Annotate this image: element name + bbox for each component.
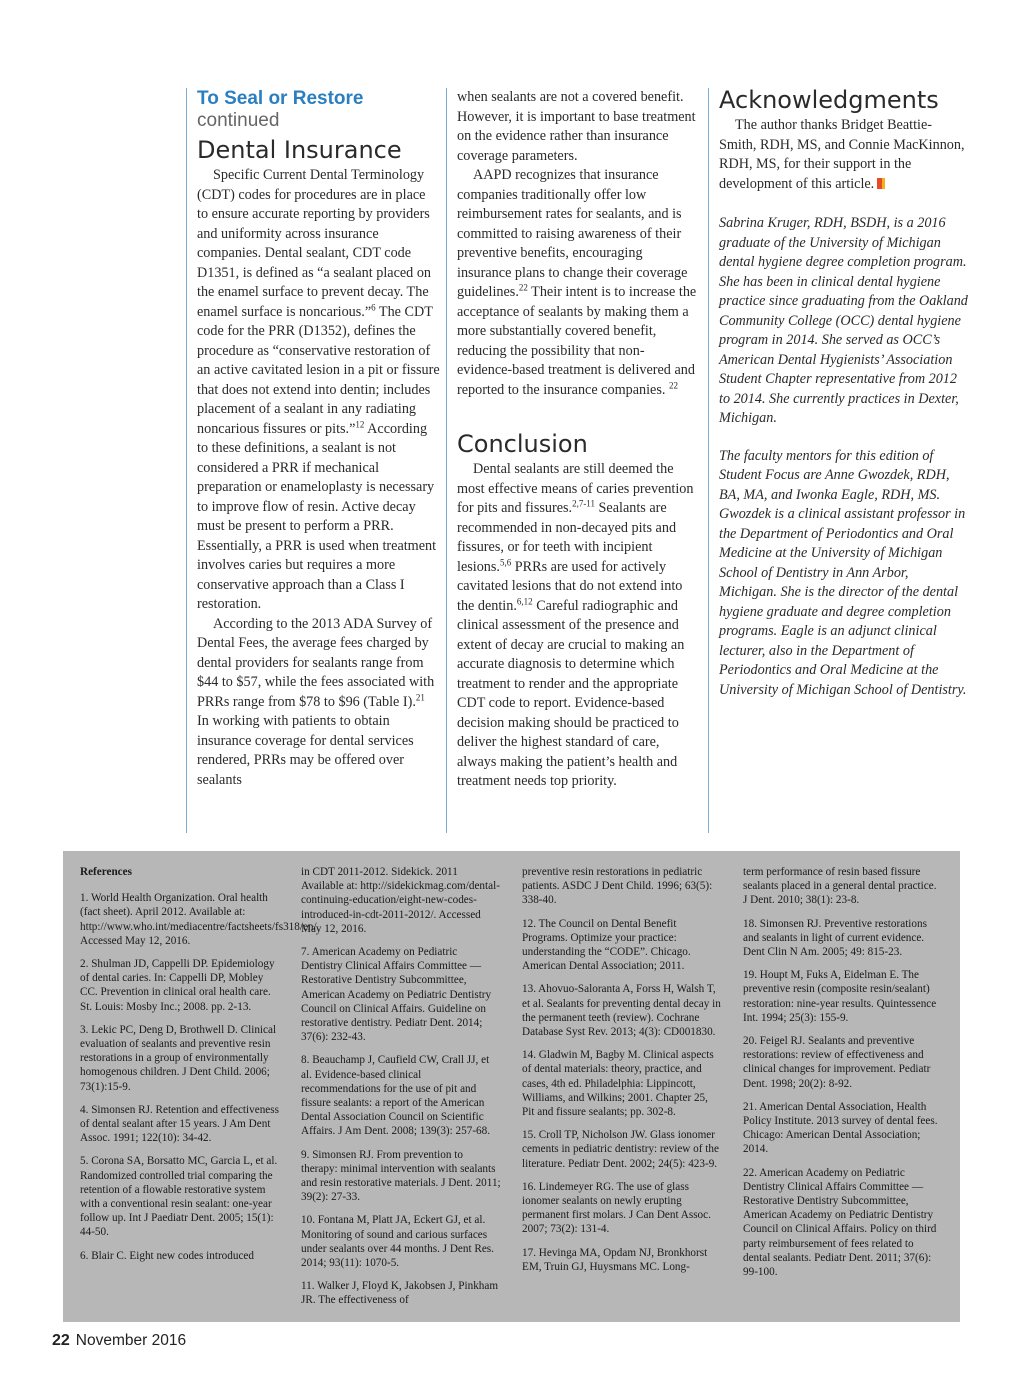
paragraph-acknowledgments: The author thanks Bridget Beattie-Smith, RDH, MS, and Connie MacKinnon, RDH, MS, for their support in the development of this article. [719,117,965,192]
end-of-article-icon [877,178,885,189]
reference-item: preventive resin restorations in pediatric patients. ASDC J Dent Child. 1996; 63(5): 338-40. [522,866,713,907]
heading-dental-insurance: Dental Insurance [197,136,402,164]
reference-item: 9. Simonsen RJ. From prevention to therapy: minimal intervention with sealants and resin restorative materials. J Dent. 2011; 39(2): 27-33. [301,1148,501,1204]
paragraph-covered-benefit: when sealants are not a covered benefit. However, it is important to base treatment on the evidence rather than insurance coverage parameters. [457,89,696,164]
reference-item: 19. Houpt M, Fuks A, Eidelman E. The preventive resin (composite resin/sealant) restoration: nine-year results. Quintessence Int. 1994; 25(3): 155-9. [743,969,937,1024]
reference-item: 17. Hevinga MA, Opdam NJ, Bronkhorst EM, Truin GJ, Huysmans MC. Long- [522,1246,708,1273]
references-box [63,851,960,1322]
reference-item: 2. Shulman JD, Cappelli DP. Epidemiology of dental caries. In: Cappelli DP, Mobley CC. Prevention in clinical oral health care. St. Louis: Mosby Inc.; 2008. pp. 2-13. [80,958,275,1013]
reference-item: 15. Croll TP, Nicholson JW. Glass ionomer cements in pediatric dentistry: review of the literature. Pediatr Dent. 2002; 24(5): 423-9. [522,1129,719,1170]
paragraph-ada-fees: According to the 2013 ADA Survey of Dental Fees, the average fees charged by dental providers for sealants range from $44 to $57, while the fees associated with PRRs range from $78 to $96 (Table I).$^{21}$ In working with patients to obtain insurance coverage for dental services rendered, PRRs may be offered over sealants [197,615,435,788]
reference-item: term performance of resin based fissure sealants placed in a general dental practice. J Dent. 2010; 38(1): 23-8. [743,866,937,907]
reference-item: 20. Feigel RJ. Sealants and preventive restorations: review of effectiveness and clinical changes for improvement. Pediatr Dent. 1998; 20(2): 8-92. [743,1035,931,1090]
reference-item: 1. World Health Organization. Oral health (fact sheet). April 2012. Available at: http://www.who.int/mediacentre/factsheets/fs318/en/. Accessed May 12, 2016. [80,892,320,947]
reference-item: 10. Fontana M, Platt JA, Eckert GJ, et al. Monitoring of sound and carious surfaces under sealants over 44 months. J Dent Res. 2014; 93(11): 1070-5. [301,1214,494,1270]
references-column-3 [522,865,722,1283]
column-3 [708,88,968,833]
references-column-4 [743,865,943,1288]
page-number: 22 [52,1332,70,1349]
reference-item: 22. American Academy on Pediatric Dentistry Clinical Affairs Committee — Restorative Dentistry Subcommittee, American Academy on Pediatric Dentistry Council on Clinical Affairs. Policy on third party reimbursement of fees related to dental sealants. Pediatr Dent. 2011; 37(6): 99-100. [743,1166,937,1279]
reference-item: 11. Walker J, Floyd K, Jakobsen J, Pinkham JR. The effectiveness of [301,1280,499,1307]
section-kicker: To Seal or Restore [197,88,364,109]
reference-item: in CDT 2011-2012. Sidekick. 2011 Available at: http://sidekickmag.com/dental-continuing-education/eight-new-codes-introduced-in-cdt-2011-2012/. Accessed May 12, 2016. [301,866,500,935]
references-column-1 [80,865,320,1272]
reference-item: 4. Simonsen RJ. Retention and effectiveness of dental sealant after 15 years. J Am Dent Assoc. 1991; 122(10): 34-42. [80,1103,279,1145]
reference-item: 12. The Council on Dental Benefit Programs. Optimize your practice: understanding the “CODE”. Chicago. American Dental Association; 2011. [522,917,691,973]
column-2 [446,88,698,833]
reference-item: 13. Ahovuo-Saloranta A, Forss H, Walsh T, et al. Sealants for preventing dental decay in the permanent teeth (review). Cochrane Database Syst Rev. 2013; 4(3): CD001830. [522,983,721,1039]
reference-item: 8. Beauchamp J, Caufield CW, Crall JJ, et al. Evidence-based clinical recommendations for the use of pit and fissure sealants: a report of the American Dental Association Council on Scientific Affairs. J Am Dent. 2008; 139(3): 257-68. [301,1054,491,1138]
mentor-bio: The faculty mentors for this edition of Student Focus are Anne Gwozdek, RDH, BA, MA, and Iwonka Eagle, RDH, MS. Gwozdek is a clinical assistant professor in the Department of Periodontics and Oral Medicine at the University of Michigan School of Dentistry in Ann Arbor, Michigan. She is the director of the dental hygiene graduate and degree completion programs. Eagle is an adjunct clinical lecturer, also in the Department of Periodontics and Oral Medicine at the University of Michigan School of Dentistry. [719,447,967,698]
paragraph-cdt-codes: Specific Current Dental Terminology (CDT) codes for procedures are in place to ensure accurate reporting by providers and uniformity across insurance companies. Dental sealant, CDT code D1351, is defined as “a sealant placed on the enamel surface to prevent decay. The enamel surface is noncarious.”$^6$ The CDT code for the PRR (D1352), defines the procedure as “conservative restoration of an active cavitated lesion in a pit or fissure that does not extend into dentin; includes placement of a sealant in any radiating noncarious fissures or pits.”$^{12}$ According to these definitions, a sealant is not considered a PRR if mechanical preparation or enameloplasty is necessary to improve flow of resin. Active decay must be present to perform a PRR. Essentially, a PRR is used when treatment involves caries but requires a more conservative approach than a Class I restoration. [197,167,440,612]
section-kicker-continued: continued [197,110,280,131]
author-bio: Sabrina Kruger, RDH, BSDH, is a 2016 graduate of the University of Michigan dental hygiene degree completion program. She has been in clinical dental hygiene practice since graduating from the Oakland Community College (OCC) dental hygiene program in 2014. She served as OCC’s American Dental Hygienists’ Association Student Chapter representative from 2012 to 2014. She currently practices in Dexter, Michigan. [719,215,968,426]
reference-item: 3. Lekic PC, Deng D, Brothwell D. Clinical evaluation of sealants and preventive resin restorations in a group of environmentally homogenous children. J Dent Child. 2006; 73(1):15-9. [80,1023,277,1093]
paragraph-aapd: AAPD recognizes that insurance companies traditionally offer low reimbursement rates for sealants, and is committed to raising awareness of their preventive benefits, encouraging insurance plans to change their coverage guidelines.$^{22}$ Their intent is to increase the acceptance of sealants by making them a more substantially covered benefit, reducing the possibility that non-evidence-based treatment is delivered and reported to the insurance companies. $^{22}$ [457,167,697,398]
heading-conclusion: Conclusion [457,430,588,458]
page-footer [52,1332,186,1350]
references-column-2 [301,865,501,1317]
paragraph-conclusion: Dental sealants are still deemed the most effective means of caries prevention for pits and fissures.$^{2,7-11}$ Sealants are recommended in non-decayed pits and fissures, or for teeth with incipient lesions.$^{5,6}$ PRRs are used for actively cavitated lesions that do not extend into the dentin.$^{6,12}$ Careful radiographic and clinical assessment of the presence and extent of decay are crucial to making an accurate diagnosis to determine which treatment to render and the appropriate CDT code to report. Evidence-based decision making should be practiced to deliver the highest standard of care, always making the patient’s health and treatment needs top priority. [457,461,694,789]
reference-item: 16. Lindemeyer RG. The use of glass ionomer sealants on newly erupting permanent first molars. J Can Dent Assoc. 2007; 73(2): 131-4. [522,1180,711,1236]
reference-item: 7. American Academy on Pediatric Dentistry Clinical Affairs Committee — Restorative Dentistry Subcommittee, American Academy on Pediatric Dentistry Council on Clinical Affairs. Guideline on restorative dentistry. Pediatr Dent. 2014; 37(6): 232-43. [301,946,492,1044]
column-1 [186,88,440,833]
reference-item: 14. Gladwin M, Bagby M. Clinical aspects of dental materials: theory, practice, and cases, 4th ed. Philadelphia: Lippincott, Williams, and Wilkins; 2001. Chapter 25, Pit and fissure sealants; pp. 302-8. [522,1049,714,1119]
reference-item: 21. American Dental Association, Health Policy Institute. 2013 survey of dental fees. Chicago: American Dental Association; 2014. [743,1100,938,1156]
reference-item: 6. Blair C. Eight new codes introduced [80,1249,254,1262]
reference-item: 18. Simonsen RJ. Preventive restorations and sealants in light of current evidence. Dent Clin N Am. 2005; 49: 815-23. [743,917,927,959]
issue-date: November 2016 [75,1332,187,1349]
reference-item: 5. Corona SA, Borsatto MC, Garcia L, et al. Randomized controlled trial comparing the retention of a flowable restorative system with a conventional resin sealant: one-year follow up. Int J Paediatr Dent. 2005; 15(1): 44-50. [80,1155,278,1239]
heading-acknowledgments: Acknowledgments [719,86,939,114]
references-title: References [80,866,132,878]
